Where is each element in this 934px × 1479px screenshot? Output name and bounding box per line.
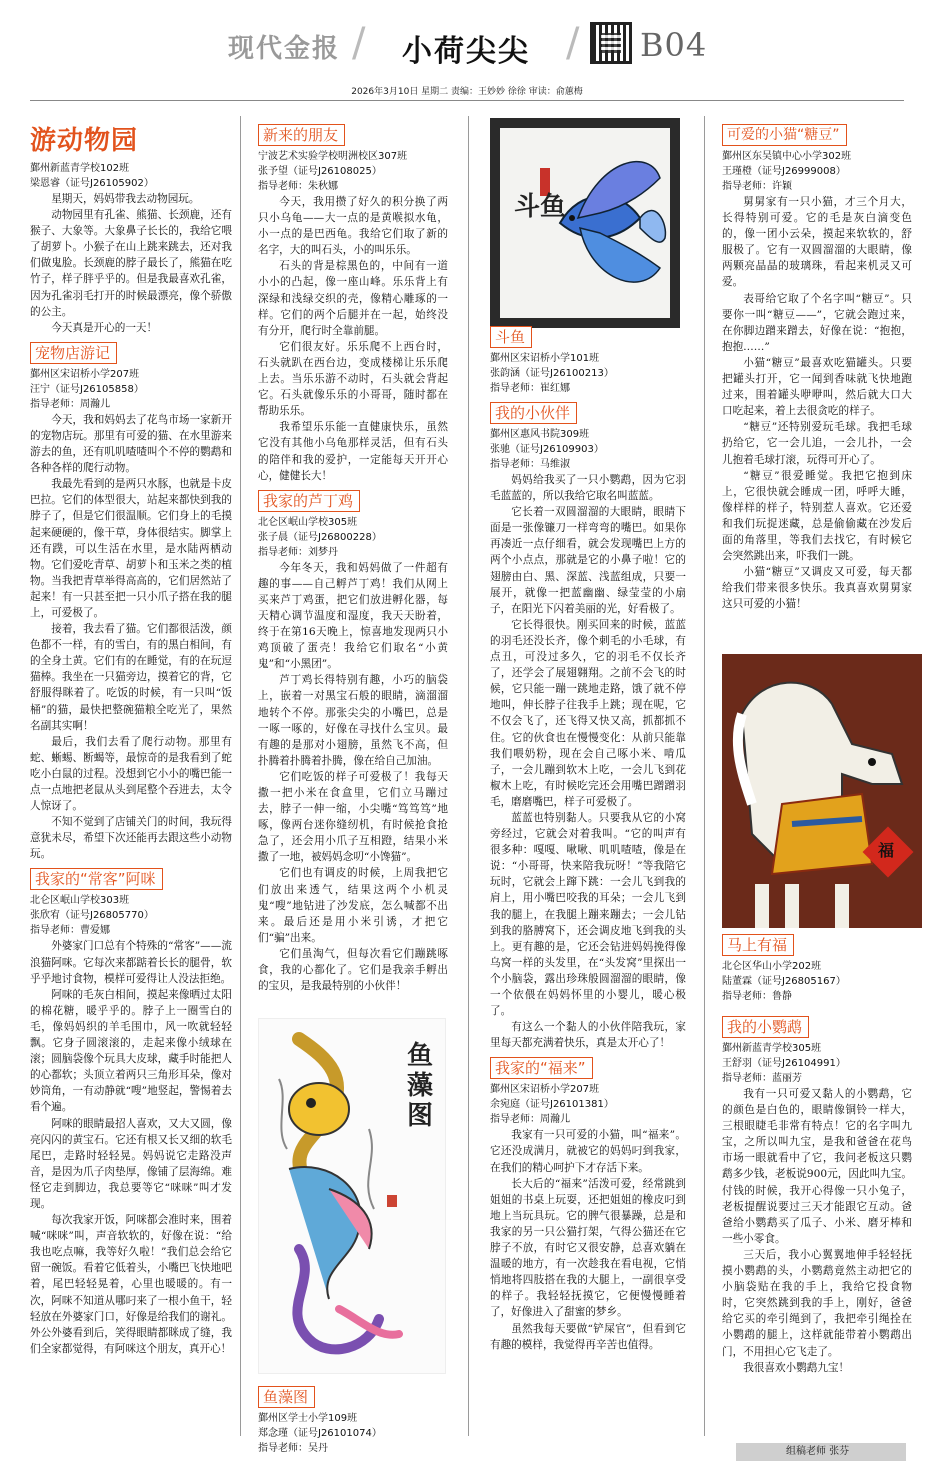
author-line: 张韵涵（证号J26100213） [490,368,614,379]
school-line: 鄞州区学士小学109班 [258,1413,358,1424]
divider-slash: / [566,20,580,66]
fish-algae-calligraphy: 鱼藻图 [407,1041,434,1131]
section-title: 小荷尖尖 [402,34,530,69]
editor-credit: 组稿老师 张芬 [736,1443,906,1461]
artwork-fish-algae [258,1018,446,1374]
school-line: 北仑区华山小学202班 [722,961,822,972]
article-title: 我家的“福来” [490,1057,593,1079]
masthead [0,0,934,80]
page-number: B04 [640,26,708,64]
author-line: 王瑾橙（证号J26999008） [722,166,846,177]
paragraph: 它们虽淘气，但每次看它们蹦跳啄食，我的心都化了。它们是我亲手孵出的宝贝，是我最特别的小伙伴！ [258,947,448,993]
divider-slash: / [352,20,366,66]
paragraph: 每次我家开饭，阿咪都会准时来，围着喊“咪咪”叫，声音软软的，好像在说：“给我也吃点嘛，我等好久啦！”我们总会给它留一碗饭。看着它低着头，小嘴巴飞快地吧着，尾巴轻轻晃着，心里也暖暖的。有一次，阿咪不知道从哪叼来了一根小鱼干，轻轻放在外婆家门口，好像是给我们的谢礼。外公外婆看到后，笑得眼睛都眯成了缝，我们全家都觉得，有阿咪这个朋友，真开心！ [30,1214,232,1355]
author-line: 张驰（证号J26109903） [490,444,604,455]
author-line: 余宛庭（证号J26101381） [490,1099,614,1111]
paragraph: 我最先看到的是两只水豚，也就是卡皮巴拉。它们的体型很大，站起来都快到我的脖子了，但是它们很温顺。它们身上的毛摸起来硬硬的，像干草，身体很结实。脚掌上还有蹼，可以生活在水里，是水陆两栖动物。它们爱吃青草、胡萝卜和玉米之类的植物。当我把青草举得高高的，它们居然站了起来！有一只甚至把一只小爪子搭在我的腿上，可爱极了。 [30,478,232,619]
school-line: 鄞州区惠风书院309班 [490,429,590,440]
paragraph: 它长着一双圆溜溜的大眼睛，眼睛下面是一张像镰刀一样弯弯的嘴巴。如果你再凑近一点仔细看，就会发现嘴巴上方的两个小点点，那就是它的小鼻子啦！它的翅膀由白、黑、深蓝、浅蓝组成，只要一展开，就像一把蓝幽幽、绿莹莹的小扇子，在阳光下闪着美丽的光，好看极了。 [490,506,686,615]
paragraph: 不知不觉到了店铺关门的时间，我玩得意犹未尽，希望下次还能再去跟这些小动物玩。 [30,816,232,861]
paragraph: 虽然我每天要做“铲屎官”，但看到它有趣的模样，我觉得再辛苦也值得。 [490,1322,686,1351]
paragraph: 今天，我和妈妈去了花鸟市场一家新开的宠物店玩。那里有可爱的猫、在水里游来游去的鱼，还有叽叽喳喳叫个不停的鹦鹉和各种各样的爬行动物。 [30,413,232,475]
teacher-line: 指导老师：吴丹 [258,1443,328,1454]
paragraph: 最后，我们去看了爬行动物。那里有蛇、蜥蜴、断蝎等，最惊奇的是我看到了蛇吃小白鼠的过程。没想到它小小的嘴巴能一点一点地把老鼠从头到尾整个吞进去，太令人惊讶了。 [30,735,232,813]
artwork-horse [722,654,922,928]
column-4 [722,118,912,612]
author-line: 张子晨（证号J26800228） [258,531,382,543]
school-line: 鄞州新蓝青学校102班 [30,163,130,174]
teacher-line: 指导老师：许颖 [722,181,792,192]
teacher-line: 指导老师：朱秋娜 [258,181,338,192]
paragraph: 我希望乐乐能一直健康快乐，虽然它没有其他小乌龟那样灵活，但有石头的陪伴和我的爱护，一定能每天开开心心，健健长大！ [258,421,448,482]
article-title: 游动物园 [30,126,139,156]
paragraph: 三天后，我小心翼翼地伸手轻轻抚摸小鹦鹉的头，小鹦鹉竟然主动把它的小脑袋贴在我的手上，我给它投食物时，它突然跳到我的手上，刚好，爸爸给它买的牵引绳到了，我把牵引绳拴在小鹦鹉的腿上，这样就能带着小鹦鹉出门，不用担心它飞走了。 [722,1248,912,1358]
paragraph: 它长得很快。刚买回来的时候，蓝蓝的羽毛还没长齐，像个刺毛的小毛球，有点丑，可没过多久，它的羽毛不仅长齐了，还学会了展翅翱翔。之前不会飞的时候，它只能一蹦一跳地走路，饿了就不停地叫，伸长脖子往我手上跳；现在呢，它不仅会飞了，还飞得又快又高，抓都抓不住。它的伙食也在慢慢变化：从前只能靠我们喂奶粉，现在会自己啄小米、啃瓜子，一会儿蹦到软木上吃，一会儿飞到花椒木上吃，有时候吃完还会用嘴巴蹭蹭羽毛，磨磨嘴巴，样子可爱极了。 [490,618,686,808]
article-title: 马上有福 [722,934,794,956]
column-3 [490,320,686,1353]
author-line: 陆董霖（证号J26805167） [722,976,846,987]
paragraph: 今年冬天，我和妈妈做了一件超有趣的事——自己孵芦丁鸡！我们从网上买来芦丁鸡蛋，把它们放进孵化器，每天精心调节温度和湿度，我天天盼着，终于在第16天晚上，惊喜地发现两只小鸡顶破了蛋壳！我给它们取名“小黄鬼”和“小黑团”。 [258,561,448,671]
teacher-line: 指导老师：崔红娜 [490,383,570,394]
teacher-line: 指导老师：曹爱娜 [30,925,110,937]
column-4-bottom [722,928,912,1376]
paragraph: 蓝蓝也特别黏人。只要我从它的小窝旁经过，它就会对着我叫。“它的叫声有很多种：嘎嘎、啾啾、叽叽喳喳，像是在说：“小哥哥，快来陪我玩呀！”等我陪它玩时，它就会上蹿下跳：一会儿飞到我的肩上，用小嘴巴咬我的耳朵；一会儿飞到我的腿上，在我腿上蹦来蹦去；一会儿钻到我的胳膊窝下，还会调皮地飞到我的头上。更有趣的是，它还会钻进妈妈挽得像乌窝一样的头发里，在“头发窝”里探出一个小脑袋，露出珍珠般圆溜溜的眼睛，像一个依偎在妈妈怀里的小婴儿，暖心极了。 [490,811,686,1018]
column-divider [704,116,705,1436]
paragraph: “糖豆”还特别爱玩毛球。我把毛球扔给它，它一会儿追，一会儿扑，一会儿抱着毛球打滚，玩得可开心了。 [722,421,912,466]
author-line: 张欣宥（证号J26805770） [30,910,154,922]
betta-fish-drawing [500,128,670,318]
paragraph: 我很喜欢小鹦鹉九宝！ [743,1361,850,1374]
header-rule [30,100,904,101]
article-title: 我家的“常客”阿咪 [30,868,163,890]
paragraph: 它们很友好。乐乐爬不上西台时，石头就趴在西台边，变成楼梯让乐乐爬上去。当乐乐游不动时，石头就会背起它。石头就像乐乐的小哥哥，随时都在帮助乐乐。 [258,340,448,418]
paragraph: 我有一只可爱又黏人的小鹦鹉，它的颜色是白色的，眼睛像铜铃一样大，三根眼睫毛非常有特点！它的名字叫九宝，之所以叫九宝，是我和爸爸在花鸟市场一眼就看中了它，我问老板这只鹦鹉多少钱，老板说900元，因此叫九宝。付钱的时候，我开心得像一只小兔子，老板提醒说要过三天才能跟它互动。爸爸给小鹦鹉买了瓜子、小米、磨牙棒和一些小零食。 [722,1088,912,1245]
paragraph: 它们也有调皮的时候，上周我把它们放出来透气，结果这两个小机灵鬼“嗖”地钻进了沙发底，怎么喊都不出来。最后还是用小米引诱，才把它们“骗”出来。 [258,867,448,944]
paragraph: 石头的背是棕黑色的，中间有一道小小的凸起，像一座山峰。乐乐背上有深绿和浅绿交织的壳，像精心雕琢的一样。它们的两个后腿并在一起，始终没有分开，爬行时全靠前腿。 [258,260,448,337]
teacher-line: 指导老师：鲁静 [722,991,792,1002]
paragraph: 长大后的“福来”活泼可爱，经常跳到姐姐的书桌上玩耍，还把姐姐的橡皮叼到地上当玩具玩。它的脾气很暴躁，总是和我家的另一只公猫打架，气得公猫还在它脖子不放，有时它又很安静，总喜欢躺在温暖的地方，有一次趁我在看电视，它悄悄地将四肢搭在我的大腿上，一副很享受的样子。我轻轻抚摸它，它便慢慢睡着了，好像进入了甜蜜的梦乡。 [490,1177,686,1319]
school-line: 宁波艺术实验学校明洲校区307班 [258,151,408,162]
school-line: 鄞州区宋诏桥小学101班 [490,353,600,364]
teacher-line: 指导老师：周瀚儿 [30,398,110,410]
author-line: 汪宁（证号J26105858） [30,383,144,395]
article-title: 可爱的小猫“糖豆” [722,124,847,146]
teacher-line: 指导老师：马维淑 [490,459,570,470]
paragraph: 接着，我去看了猫。它们都很活泼，颜色都不一样，有的雪白，有的黑白相间，有的全身土黄。它们有的在睡觉，有的在玩逗猫棒。我坐在一只猫旁边，摸着它的背，它舒服得眯着了。吃饭的时候，有一只叫“饭桶”的猫，最快把整碗猫粮全吃光了，果然名副其实啊！ [30,623,232,732]
artwork-betta-fish [500,128,670,318]
artwork-betta-fish-frame [490,118,680,328]
paragraph: 我家有一只可爱的小猫，叫“福来”。它还没成满月，就被它的妈妈叼到我家，在我们的精心呵护下才存活下来。 [490,1129,686,1174]
paragraph: 外婆家门口总有个特殊的“常客”——流浪猫阿咪。它每次来都踮着长长的腿骨，软乎乎地讨食物，模样可爱得让人没法拒绝。 [30,940,232,985]
paragraph: 今天真是开心的一天！ [51,321,158,334]
horse-fu-character: 福 [878,841,895,860]
paragraph: 舅舅家有一只小猫，才三个月大，长得特别可爱。它的毛是灰白滴变色的，像一团小云朵，摸起来软软的，舒服极了。它有一双圆溜溜的大眼睛，像两颗亮晶晶的玻璃珠，看起来机灵又可爱。 [722,196,912,289]
paragraph: 芦丁鸡长得特别有趣，小巧的脑袋上，嵌着一对黑宝石般的眼睛，滴溜溜地转个不停。那张尖尖的小嘴巴，总是一啄一啄的，好像在寻找什么宝贝。最有趣的是那对小翅膀，虽然飞不高，但扑腾着扑腾着扑腾，像在给自己加油。 [258,674,448,767]
paragraph: 阿咪的眼睛最招人喜欢，又大又圆，像亮闪闪的黄宝石。它还有根又长又细的软毛尾巴，走路时轻轻晃。妈妈说它走路没声音，是因为爪子肉垫厚，像铺了层海绵。难怪它走到脚边，我总要等它“咪咪”叫才发现。 [30,1117,232,1210]
column-2-bottom [258,1386,448,1456]
article-title: 我的小鹦鹉 [722,1016,809,1038]
school-line: 北仑区岷山学校305班 [258,516,358,528]
paragraph: 今天，我用攒了好久的积分换了两只小乌龟——大一点的是黄喉拟水龟，小一点的是巴西龟。我给它们取了新的名字，大的叫石头，小的叫乐乐。 [258,196,448,257]
teacher-line: 指导老师：周瀚儿 [490,1114,570,1126]
column-1 [30,118,232,1357]
paragraph: 表哥给它取了个名字叫“糖豆”。只要你一叫“糖豆——”，它就会跑过来，在你脚边蹭来蹭去，好像在说：“抱抱，抱抱……” [722,292,912,353]
article-title: 鱼藻图 [258,1386,315,1408]
paragraph: 阿咪的毛灰白相间，摸起来像晒过太阳的棉花糖，暖乎乎的。脖子上一圈雪白的毛，像妈妈织的羊毛围巾，风一吹就轻轻飘。它身子圆滚滚的，走起来像小绒球在滚；圆脑袋像个玩具大皮球，藏手时能把人的心都软；头顶立着两只三角形耳朵，像对妙筒角，一有动静就“嗖”地竖起，警惕着去看个遍。 [30,988,232,1114]
article-title: 我家的芦丁鸡 [258,490,360,512]
betta-fish-calligraphy: 斗鱼 [514,192,567,222]
paragraph: 有这么一个黏人的小伙伴陪我玩，家里每天都充满着快乐，真是太开心了！ [490,1021,686,1050]
author-line: 王舒羽（证号J26104991） [722,1058,846,1069]
school-line: 鄞州区宋诏桥小学207班 [30,368,140,380]
article-title: 宠物店游记 [30,342,117,364]
article-title: 新来的朋友 [258,124,345,146]
teacher-line: 指导老师：刘梦丹 [258,546,338,558]
column-2 [258,118,448,994]
paragraph: 小猫“糖豆”又调皮又可爱，每天都给我们带来很多快乐。我真喜欢舅舅家这只可爱的小猫！ [722,566,912,611]
dateline: 2026年3月10日 星期二 责编：王妙妙 徐徐 审读：俞蕙梅 [351,87,583,97]
article-title: 斗鱼 [490,326,532,348]
qr-code-icon[interactable] [590,22,632,64]
paragraph: 小猫“糖豆”最喜欢吃猫罐头。只要把罐头打开，它一闻到香味就飞快地跑过来，围着罐头咿咿叫，然后就大口大口吃起来，着上去很贪吃的样子。 [722,356,912,418]
newspaper-brand: 现代金报 [228,34,341,64]
paragraph: 星期天，妈妈带我去动物园玩。 [51,193,200,205]
horse-drawing [722,654,922,928]
column-divider [240,116,241,1436]
school-line: 鄞州区宋诏桥小学207班 [490,1084,600,1096]
paragraph: 它们吃饭的样子可爱极了！我每天撒一把小米在食盒里，它们立马蹦过去，脖子一伸一缩，小尖嘴“笃笃笃”地啄，像两台迷你缝纫机，有时候抢食抢急了，还会用小爪子互相蹬，结果小米撒了一地，被妈妈念叨“小馋猫”。 [258,770,448,864]
teacher-line: 指导老师：蓝丽芳 [722,1073,802,1084]
paragraph: “糖豆”很爱睡觉。我把它抱到床上，它很快就会睡成一团，呼呼大睡，像样样的样子，特别惹人喜欢。它还爱和我们玩捉迷藏，总是偷偷藏在沙发后面的角落里，等我们去找它，有时候它会突然跳出来，吓我们一跳。 [722,469,912,563]
column-divider [468,116,469,1436]
author-line: 张予望（证号J26108025） [258,166,382,177]
school-line: 鄞州新蓝青学校305班 [722,1043,822,1054]
author-line: 梁恩睿（证号J26105902） [30,178,154,189]
author-line: 郑念瑾（证号J26101074） [258,1428,382,1439]
paragraph: 妈妈给我买了一只小鹦鹉，因为它羽毛蓝蓝的，所以我给它取名叫蓝蓝。 [490,474,686,503]
paragraph: 动物园里有孔雀、熊猫、长颈鹿，还有猴子、大象等。大象鼻子长长的，我给它喂了胡萝卜。小猴子在山上跳来跳去，还对我们做鬼脸。长颈鹿的脖子最长了，熊猫在吃竹子，样子胖乎乎的。但是我最喜欢孔雀，因为孔雀羽毛打开的时候最漂亮，像个骄傲的公主。 [30,209,232,318]
article-title: 我的小伙伴 [490,402,577,424]
school-line: 鄞州区东吴镇中心小学302班 [722,151,852,162]
school-line: 北仑区岷山学校303班 [30,895,130,907]
